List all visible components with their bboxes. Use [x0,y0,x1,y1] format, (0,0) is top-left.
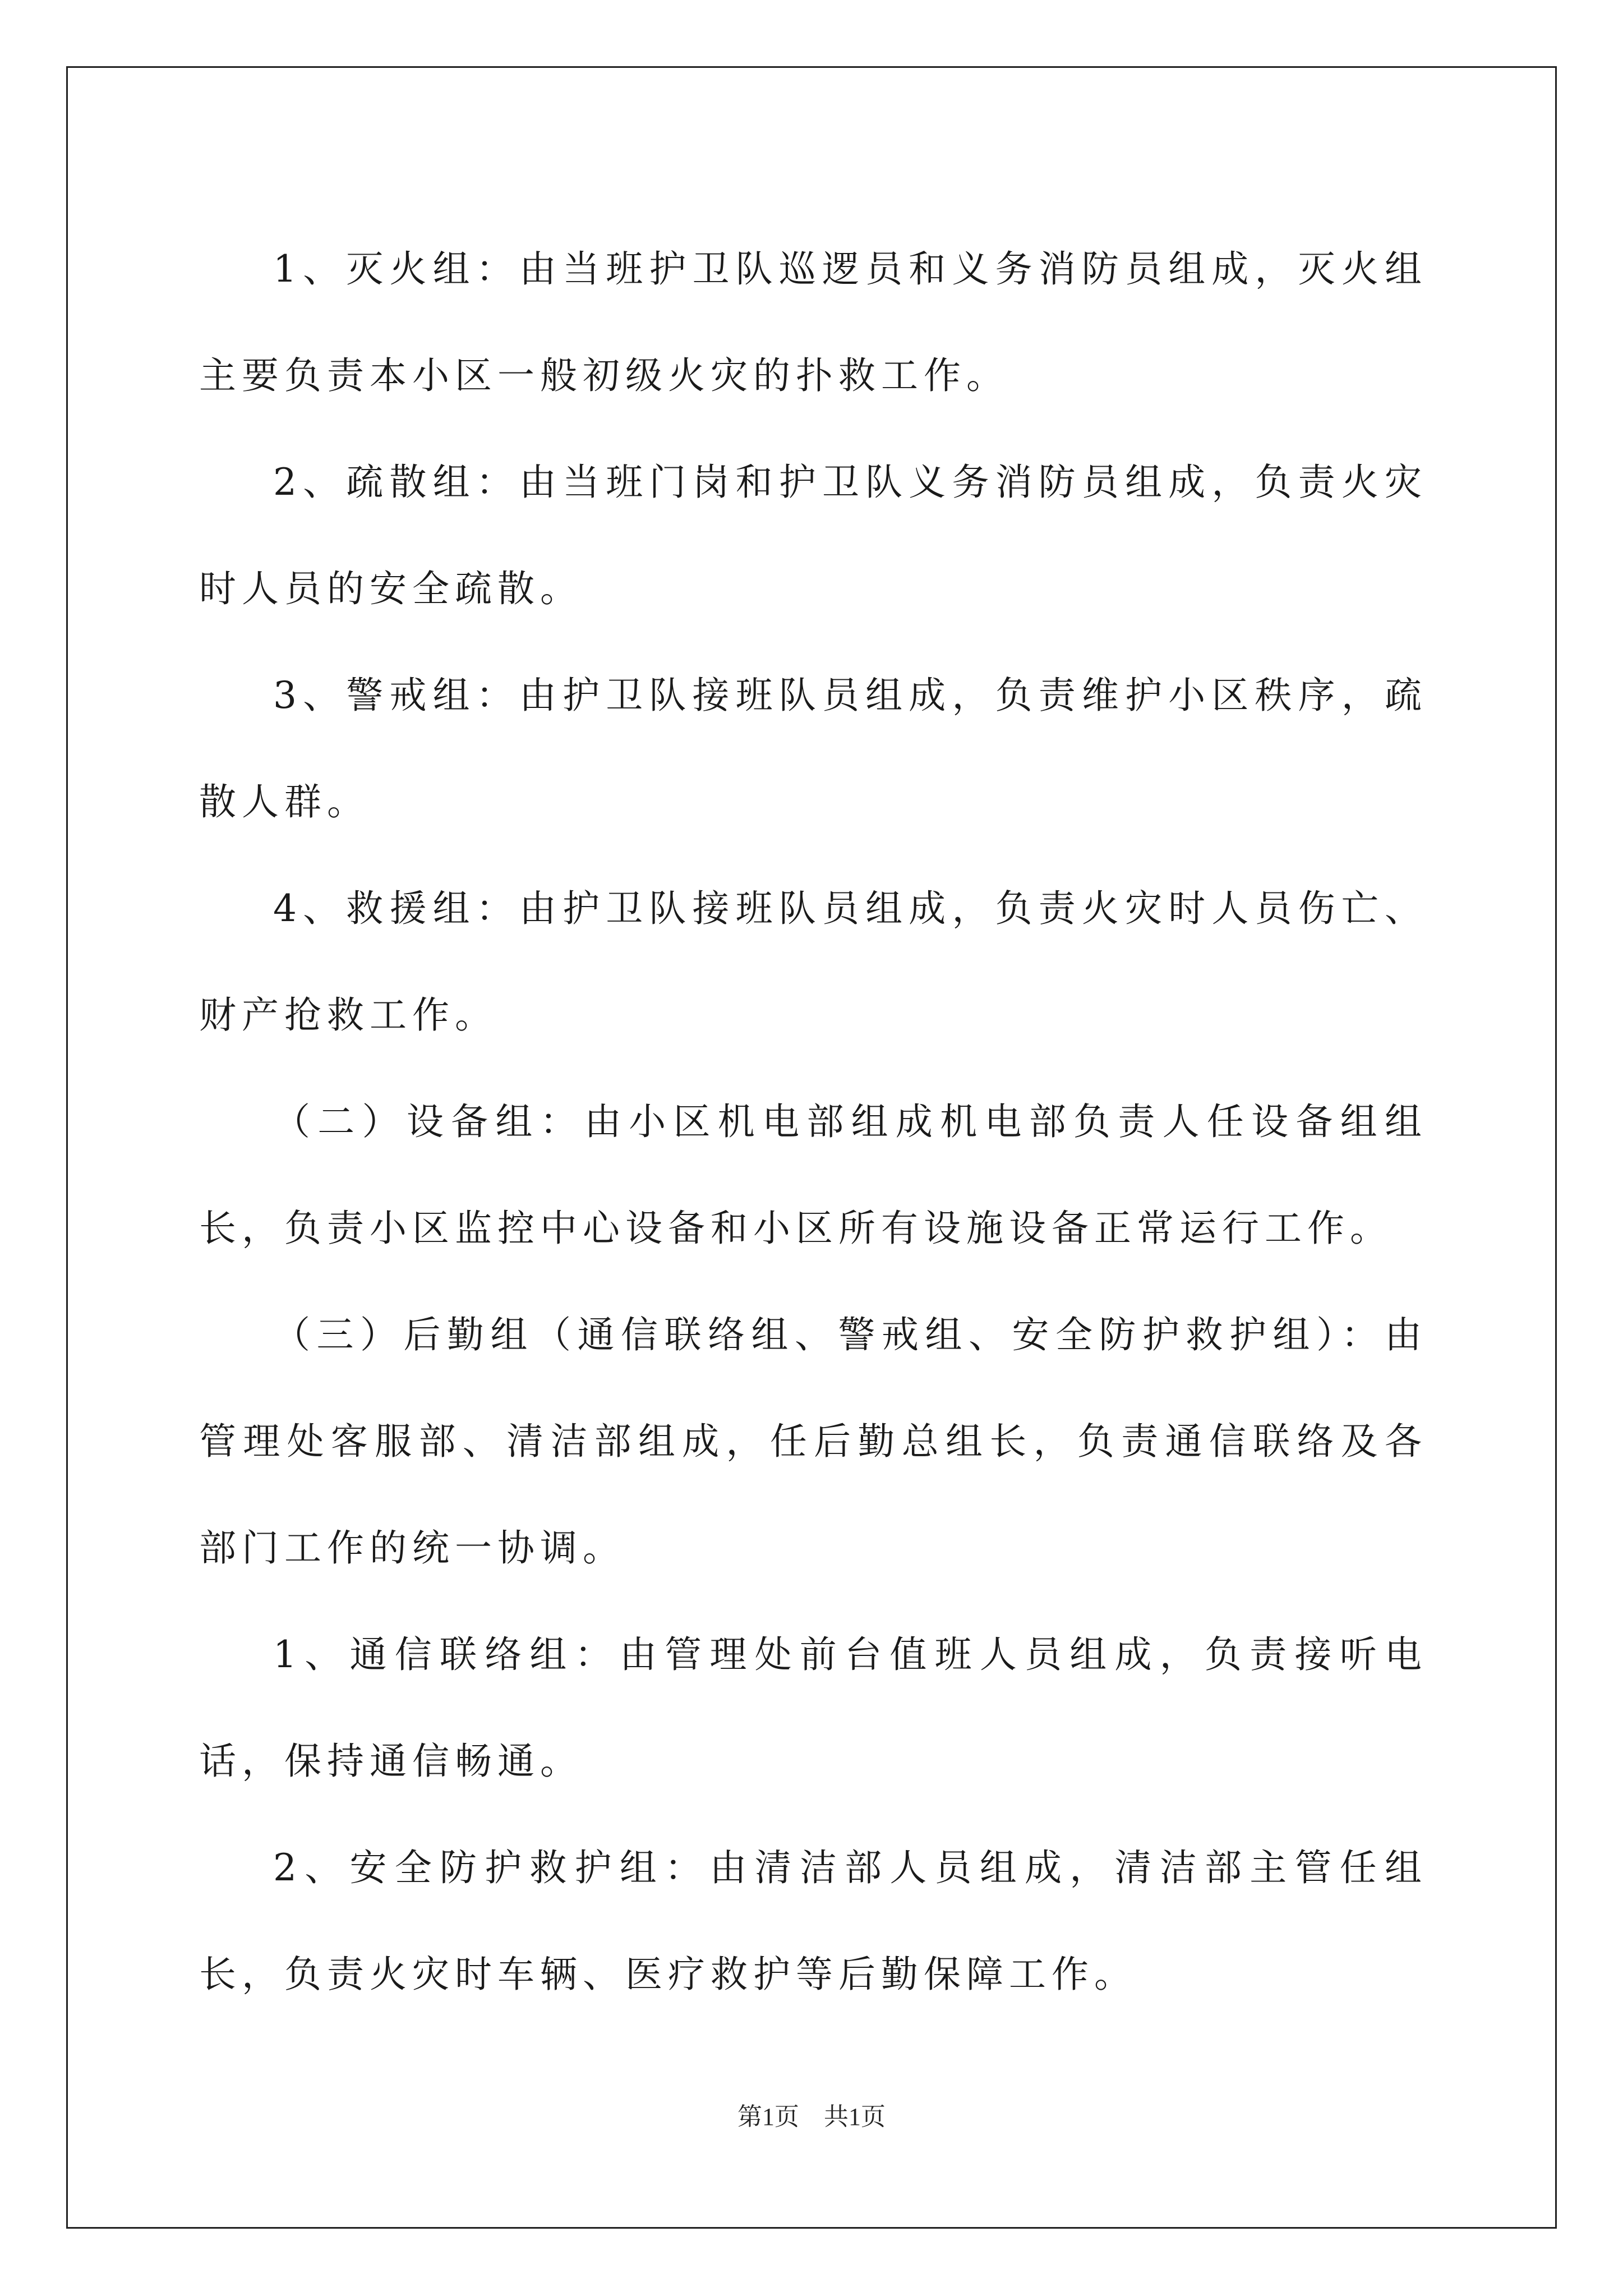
paragraph-equipment-group: （二）设备组：由小区机电部组成机电部负责人任设备组组长，负责小区监控中心设备和小区所有设施设备正常运行工作。 [199,1100,1427,1250]
page-number-current: 第1页 [737,2103,799,2131]
paragraph-firefighting-group: 1、灭火组：由当班护卫队巡逻员和义务消防员组成，灭火组主要负责本小区一般初级火灾的扑救工作。 [199,247,1427,397]
paragraph-logistics-group: （三）后勤组（通信联络组、警戒组、安全防护救护组）：由管理处客服部、清洁部组成，任后勤总组长，负责通信联络及各部门工作的统一协调。 [199,1313,1427,1570]
paragraph-safety-rescue-group: 2、安全防护救护组：由清洁部人员组成，清洁部主管任组长，负责火灾时车辆、医疗救护等后勤保障工作。 [199,1846,1427,1996]
document-body [199,216,1427,2028]
page-number-total: 共1页 [824,2103,886,2131]
paragraph-cordon-group: 3、警戒组：由护卫队接班队员组成，负责维护小区秩序，疏散人群。 [199,674,1427,823]
paragraph-rescue-group: 4、救援组：由护卫队接班队员组成，负责火灾时人员伤亡、财产抢救工作。 [199,887,1427,1037]
paragraph-evacuation-group: 2、疏散组：由当班门岗和护卫队义务消防员组成，负责火灾时人员的安全疏散。 [199,461,1427,610]
paragraph-communication-group: 1、通信联络组：由管理处前台值班人员组成，负责接听电话，保持通信畅通。 [199,1633,1427,1783]
page-footer [0,2100,1623,2134]
